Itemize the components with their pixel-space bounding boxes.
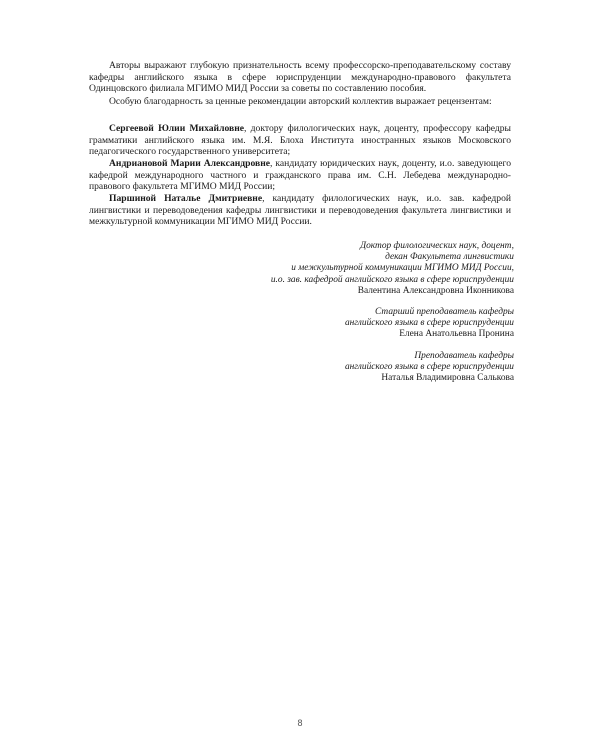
signature-name: Елена Анатольевна Пронина: [399, 329, 514, 340]
reviewer-entry: [89, 193, 511, 228]
reviewer-credentials: , кандидату филологических наук, и.о. зав. кафедрой лингвистики и переводоведения кафедры лингвистики и переводоведения факультета лингвистики и межкультурной коммуникации МГИМО МИД России.: [89, 193, 511, 228]
signature-block: [244, 307, 514, 341]
signature-name: Валентина Александровна Иконникова: [357, 285, 514, 296]
signature-title-line: и.о. зав. кафедрой английского языка в сфере юриспруденции: [270, 274, 514, 285]
signature-block: [244, 351, 514, 385]
page-number: 8: [297, 718, 303, 728]
reviewer-credentials: , доктору филологических наук, доценту, профессору кафедры грамматики английского языка им. М.Я. Блоха Института иностранных языков Московского педагогического государственного университета;: [89, 123, 511, 158]
signature-title-line: декан Факультета лингвистики: [385, 252, 514, 263]
signature-title-line: Преподаватель кафедры: [414, 351, 514, 361]
reviewer-credentials: , кандидату юридических наук, доценту, и.о. заведующего кафедрой международного частного и гражданского права им. С.Н. Лебедева международно-правового факультета МГИМО МИД России;: [89, 158, 511, 193]
signature-block: [244, 241, 514, 297]
signature-title-line: английского языка в сфере юриспруденции: [344, 362, 514, 373]
reviewer-name: Сергеевой Юлии Михайловне: [109, 123, 244, 134]
acknowledgement-paragraph: Авторы выражают глубокую признательность всему профессорско-преподавательскому составу кафедры английского языка в сфере юриспруденции международно-правового факультета Одинцовского филиала МГИМО МИД России за советы по составлению пособия.: [89, 60, 511, 95]
reviewer-entry: [89, 123, 511, 158]
reviewer-name: Паршиной Наталье Дмитриевне: [109, 193, 263, 204]
signature-title-line: Старший преподаватель кафедры: [375, 307, 514, 317]
signature-title-line: и межкультурной коммуникации МГИМО МИД России,: [291, 263, 514, 274]
signature-title-line: английского языка в сфере юриспруденции: [344, 318, 514, 329]
reviewer-entry: [89, 158, 511, 193]
reviewer-name: Андриановой Марии Александровне: [109, 158, 271, 169]
signature-name: Наталья Владимировна Салькова: [381, 373, 514, 384]
signature-title-line: Доктор филологических наук, доцент,: [360, 241, 514, 251]
reviewers-intro-paragraph: Особую благодарность за ценные рекомендации авторский коллектив выражает рецензентам:: [109, 96, 492, 107]
